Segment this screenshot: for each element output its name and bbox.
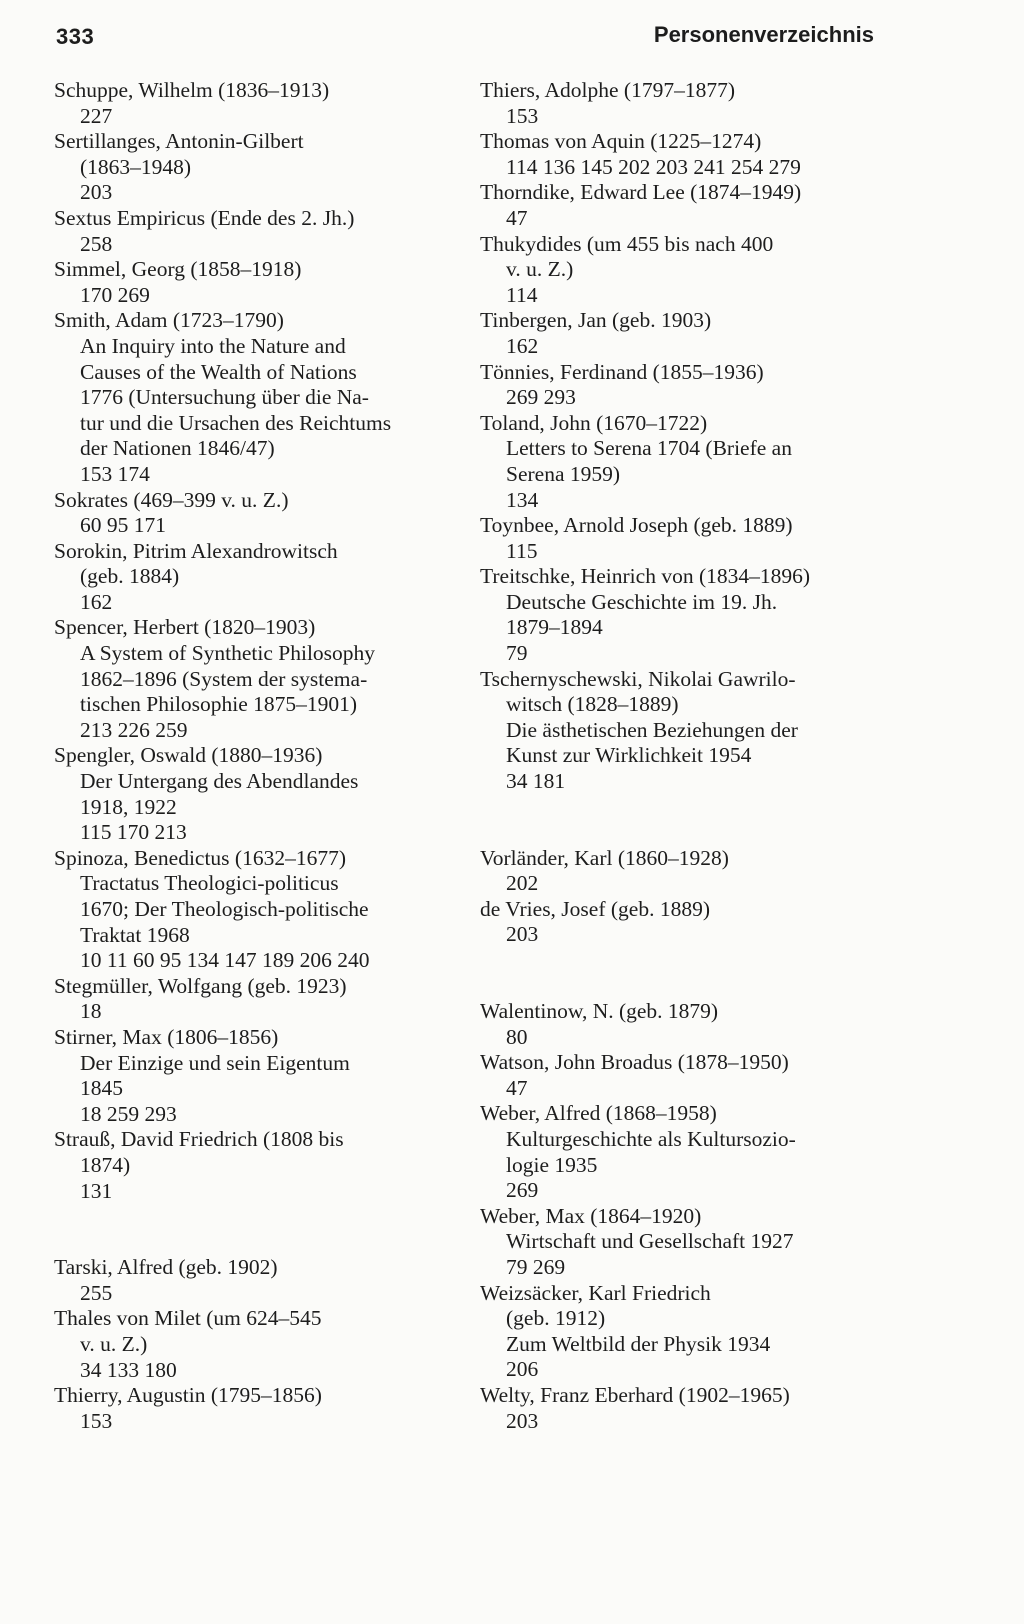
- entry-detail: (geb. 1912): [506, 1306, 606, 1331]
- entry-detail: 202: [506, 871, 539, 896]
- entry-name: Weber, Max (1864–1920): [480, 1203, 702, 1228]
- entry-detail: (1863–1948): [80, 154, 192, 179]
- entry-name: Stirner, Max (1806–1856): [54, 1024, 279, 1049]
- entry-detail: 18: [80, 999, 102, 1024]
- entry-detail: 1845: [80, 1076, 123, 1101]
- index-entry: [480, 360, 880, 411]
- index-entry: [54, 1383, 454, 1434]
- entry-detail: logie 1935: [506, 1152, 598, 1177]
- letter-section-gap: [480, 795, 880, 846]
- index-column-left: [54, 78, 454, 1434]
- entry-detail: 1874): [80, 1152, 131, 1177]
- entry-detail: 47: [506, 1075, 528, 1100]
- entry-detail: 131: [80, 1178, 113, 1203]
- entry-detail: 1879–1894: [506, 615, 603, 640]
- entry-detail: tischen Philosophie 1875–1901): [80, 692, 358, 717]
- entry-name: Thales von Milet (um 624–545: [54, 1306, 322, 1331]
- entry-detail: Causes of the Wealth of Nations: [80, 359, 357, 384]
- entry-detail: 203: [80, 180, 113, 205]
- entry-name: Walentinow, N. (geb. 1879): [480, 999, 719, 1023]
- entry-detail: 34 133 180: [80, 1357, 177, 1382]
- entry-detail: witsch (1828–1889): [506, 692, 679, 717]
- entry-detail: 153: [506, 103, 539, 128]
- index-entry: [54, 308, 454, 487]
- entry-name: Tarski, Alfred (geb. 1902): [54, 1255, 278, 1280]
- entry-name: de Vries, Josef (geb. 1889): [480, 896, 710, 921]
- index-entry: [54, 257, 454, 308]
- index-entry: [54, 1025, 454, 1127]
- entry-detail: 114: [506, 282, 538, 307]
- entry-name: Tinbergen, Jan (geb. 1903): [480, 308, 712, 333]
- entry-detail: 162: [506, 333, 539, 358]
- entry-detail: v. u. Z.): [80, 1331, 148, 1356]
- entry-detail: 134: [506, 487, 539, 512]
- index-entry: [54, 1127, 454, 1204]
- entry-name: Sextus Empiricus (Ende des 2. Jh.): [54, 205, 355, 230]
- entry-detail: 10 11 60 95 134 147 189 206 240: [80, 948, 370, 973]
- index-entry: [54, 743, 454, 845]
- entry-name: Thierry, Augustin (1795–1856): [54, 1383, 322, 1408]
- entry-detail: Tractatus Theologici-politicus: [80, 871, 339, 896]
- entry-name: Toynbee, Arnold Joseph (geb. 1889): [480, 513, 793, 538]
- entry-detail: 153: [80, 1408, 113, 1433]
- letter-section-gap: [54, 1204, 454, 1255]
- index-entry: [480, 1204, 880, 1281]
- entry-name: Strauß, David Friedrich (1808 bis: [54, 1127, 344, 1152]
- entry-name: Thiers, Adolphe (1797–1877): [480, 78, 735, 102]
- entry-name: Simmel, Georg (1858–1918): [54, 257, 302, 282]
- entry-name: Toland, John (1670–1722): [480, 410, 708, 435]
- index-entry: [54, 974, 454, 1025]
- entry-detail: 213 226 259: [80, 717, 188, 742]
- index-entry: [480, 308, 880, 359]
- index-entry: [54, 1255, 454, 1306]
- entry-detail: 115 170 213: [80, 820, 187, 845]
- entry-detail: Die ästhetischen Beziehungen der: [506, 717, 798, 742]
- entry-name: Thorndike, Edward Lee (1874–1949): [480, 180, 802, 205]
- index-entry: [480, 232, 880, 309]
- entry-name: Thukydides (um 455 bis nach 400: [480, 231, 774, 256]
- entry-name: Vorländer, Karl (1860–1928): [480, 845, 729, 870]
- entry-name: Sorokin, Pitrim Alexandrowitsch: [54, 538, 338, 563]
- index-entry: [480, 999, 880, 1050]
- index-entry: [480, 180, 880, 231]
- index-column-right: [480, 78, 880, 1434]
- index-entry: [54, 615, 454, 743]
- entry-name: Stegmüller, Wolfgang (geb. 1923): [54, 973, 347, 998]
- index-entry: [480, 1101, 880, 1203]
- entry-name: Spinoza, Benedictus (1632–1677): [54, 845, 346, 870]
- entry-detail: An Inquiry into the Nature and: [80, 333, 346, 358]
- entry-name: Weizsäcker, Karl Friedrich: [480, 1280, 711, 1305]
- entry-name: Sokrates (469–399 v. u. Z.): [54, 487, 289, 512]
- entry-detail: (geb. 1884): [80, 564, 180, 589]
- entry-name: Tönnies, Ferdinand (1855–1936): [480, 359, 764, 384]
- entry-name: Spencer, Herbert (1820–1903): [54, 615, 316, 640]
- entry-name: Smith, Adam (1723–1790): [54, 308, 284, 333]
- index-entry: [480, 564, 880, 666]
- index-entry: [54, 129, 454, 206]
- entry-detail: 115: [506, 538, 538, 563]
- index-entry: [54, 78, 454, 129]
- letter-section-gap: [480, 948, 880, 999]
- entry-detail: Wirtschaft und Gesellschaft 1927: [506, 1229, 794, 1254]
- entry-detail: 1776 (Untersuchung über die Na-: [80, 385, 369, 410]
- entry-detail: Der Untergang des Abendlandes: [80, 769, 359, 794]
- index-entry: [480, 1281, 880, 1383]
- entry-detail: 203: [506, 1408, 539, 1433]
- entry-detail: Deutsche Geschichte im 19. Jh.: [506, 589, 778, 614]
- entry-name: Tschernyschewski, Nikolai Gawrilo-: [480, 666, 796, 691]
- entry-detail: 34 181: [506, 769, 566, 794]
- entry-detail: 79: [506, 641, 528, 666]
- index-entry: [480, 1050, 880, 1101]
- entry-detail: 170 269: [80, 282, 150, 307]
- entry-detail: tur und die Ursachen des Reichtums: [80, 410, 392, 435]
- entry-name: Welty, Franz Eberhard (1902–1965): [480, 1382, 790, 1407]
- index-entry: [480, 513, 880, 564]
- entry-detail: Der Einzige und sein Eigentum: [80, 1050, 350, 1075]
- entry-detail: A System of Synthetic Philosophy: [80, 641, 376, 666]
- index-entry: [480, 897, 880, 948]
- index-entry: [480, 129, 880, 180]
- entry-detail: 227: [80, 103, 113, 128]
- entry-name: Watson, John Broadus (1878–1950): [480, 1050, 789, 1075]
- running-head: Personenverzeichnis: [653, 22, 874, 47]
- entry-detail: 114 136 145 202 203 241 254 279: [506, 154, 801, 179]
- entry-detail: 1918, 1922: [80, 794, 177, 819]
- entry-detail: 18 259 293: [80, 1101, 177, 1126]
- index-entry: [54, 488, 454, 539]
- entry-detail: 1862–1896 (System der systema-: [80, 666, 368, 691]
- entry-detail: Kulturgeschichte als Kultursozio-: [506, 1126, 796, 1151]
- entry-detail: v. u. Z.): [506, 257, 574, 282]
- entry-detail: 269 293: [506, 385, 576, 410]
- index-entry: [54, 539, 454, 616]
- index-entry: [54, 1306, 454, 1383]
- index-entry: [54, 206, 454, 257]
- entry-detail: 269: [506, 1178, 539, 1203]
- entry-name: Treitschke, Heinrich von (1834–1896): [480, 564, 811, 589]
- entry-detail: Zum Weltbild der Physik 1934: [506, 1331, 771, 1356]
- entry-detail: 153 174: [80, 461, 150, 486]
- entry-detail: 162: [80, 589, 113, 614]
- entry-detail: Kunst zur Wirklichkeit 1954: [506, 743, 752, 768]
- entry-detail: 60 95 171: [80, 513, 166, 538]
- entry-detail: 255: [80, 1280, 113, 1305]
- entry-name: Weber, Alfred (1868–1958): [480, 1101, 717, 1126]
- index-entry: [480, 78, 880, 129]
- index-entry: [480, 411, 880, 513]
- entry-detail: 1670; Der Theologisch-politische: [80, 897, 369, 921]
- entry-detail: 79 269: [506, 1254, 566, 1279]
- entry-name: Spengler, Oswald (1880–1936): [54, 743, 323, 768]
- entry-name: Sertillanges, Antonin-Gilbert: [54, 129, 304, 154]
- entry-name: Thomas von Aquin (1225–1274): [480, 129, 762, 154]
- entry-detail: der Nationen 1846/47): [80, 436, 275, 461]
- index-entry: [480, 1383, 880, 1434]
- entry-name: Schuppe, Wilhelm (1836–1913): [54, 78, 330, 102]
- entry-detail: Letters to Serena 1704 (Briefe an: [506, 436, 792, 461]
- entry-detail: 206: [506, 1357, 539, 1382]
- page-number: 333: [56, 24, 95, 49]
- entry-detail: Serena 1959): [506, 461, 621, 486]
- entry-detail: 258: [80, 231, 113, 256]
- index-entry: [480, 846, 880, 897]
- entry-detail: 80: [506, 1024, 528, 1049]
- index-entry: [480, 667, 880, 795]
- entry-detail: Traktat 1968: [80, 922, 190, 947]
- entry-detail: 203: [506, 922, 539, 947]
- index-entry: [54, 846, 454, 974]
- entry-detail: 47: [506, 205, 528, 230]
